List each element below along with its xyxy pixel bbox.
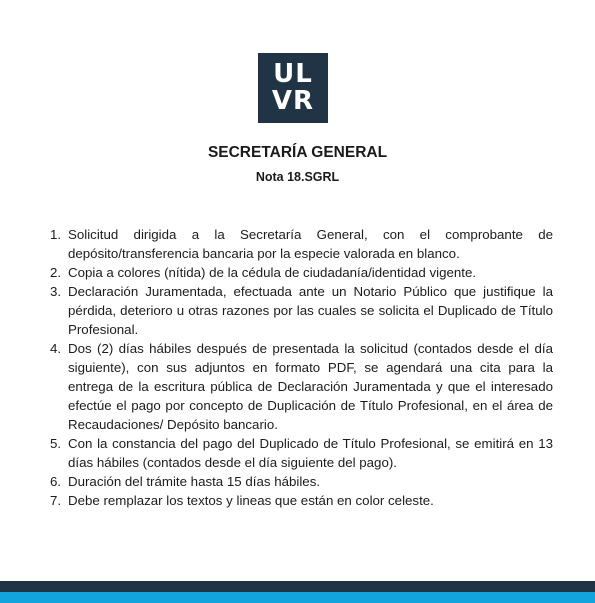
list-item xyxy=(50,263,553,282)
item-number: 7. xyxy=(50,493,62,508)
item-text: Copia a colores (nítida) de la cédula de ciudadanía/identidad vigente. xyxy=(68,265,477,280)
item-number: 3. xyxy=(50,284,62,299)
footer-band-dark xyxy=(0,581,595,592)
item-text: Debe remplazar los textos y lineas que están en color celeste. xyxy=(68,493,434,508)
list-item xyxy=(50,339,553,434)
item-text: Solicitud dirigida a la Secretaría General, con el comprobante de depósito/transferencia bancaria por la especie valorada en blanco. xyxy=(68,227,553,261)
requirements-list xyxy=(50,225,553,510)
item-text: Duración del trámite hasta 15 días hábiles. xyxy=(68,474,321,489)
item-number: 6. xyxy=(50,474,62,489)
list-item xyxy=(50,434,553,472)
list-item xyxy=(50,225,553,263)
item-text: Dos (2) días hábiles después de presentada la solicitud (contados desde el día siguiente), con sus adjuntos en formato PDF, se agendará una cita para la entrega de la escritura pública de Declaración Juramentada y que el interesado efectúe el pago por concepto de Duplicación de Título Profesional, en el área de Recaudaciones/ Depósito bancario. xyxy=(68,341,553,432)
item-number: 4. xyxy=(50,341,62,356)
item-number: 2. xyxy=(50,265,62,280)
list-item xyxy=(50,491,553,510)
ulvr-logo xyxy=(258,53,328,123)
list-item xyxy=(50,282,553,339)
item-text: Con la constancia del pago del Duplicado de Título Profesional, se emitirá en 13 días hábiles (contados desde el día siguiente del pago). xyxy=(68,436,553,470)
footer-band-light xyxy=(0,592,595,603)
logo-line-1: UL xyxy=(273,59,313,89)
item-number: 5. xyxy=(50,436,62,451)
list-item xyxy=(50,472,553,491)
page-subtitle: Nota 18.SGRL xyxy=(255,170,340,184)
item-text: Declaración Juramentada, efectuada ante un Notario Público que justifique la pérdida, deterioro u otras razones por las cuales se solicita el Duplicado de Título Profesional. xyxy=(68,284,553,337)
item-number: 1. xyxy=(50,227,62,242)
page-title: SECRETARÍA GENERAL xyxy=(207,144,388,161)
logo-line-2: VR xyxy=(271,86,315,116)
